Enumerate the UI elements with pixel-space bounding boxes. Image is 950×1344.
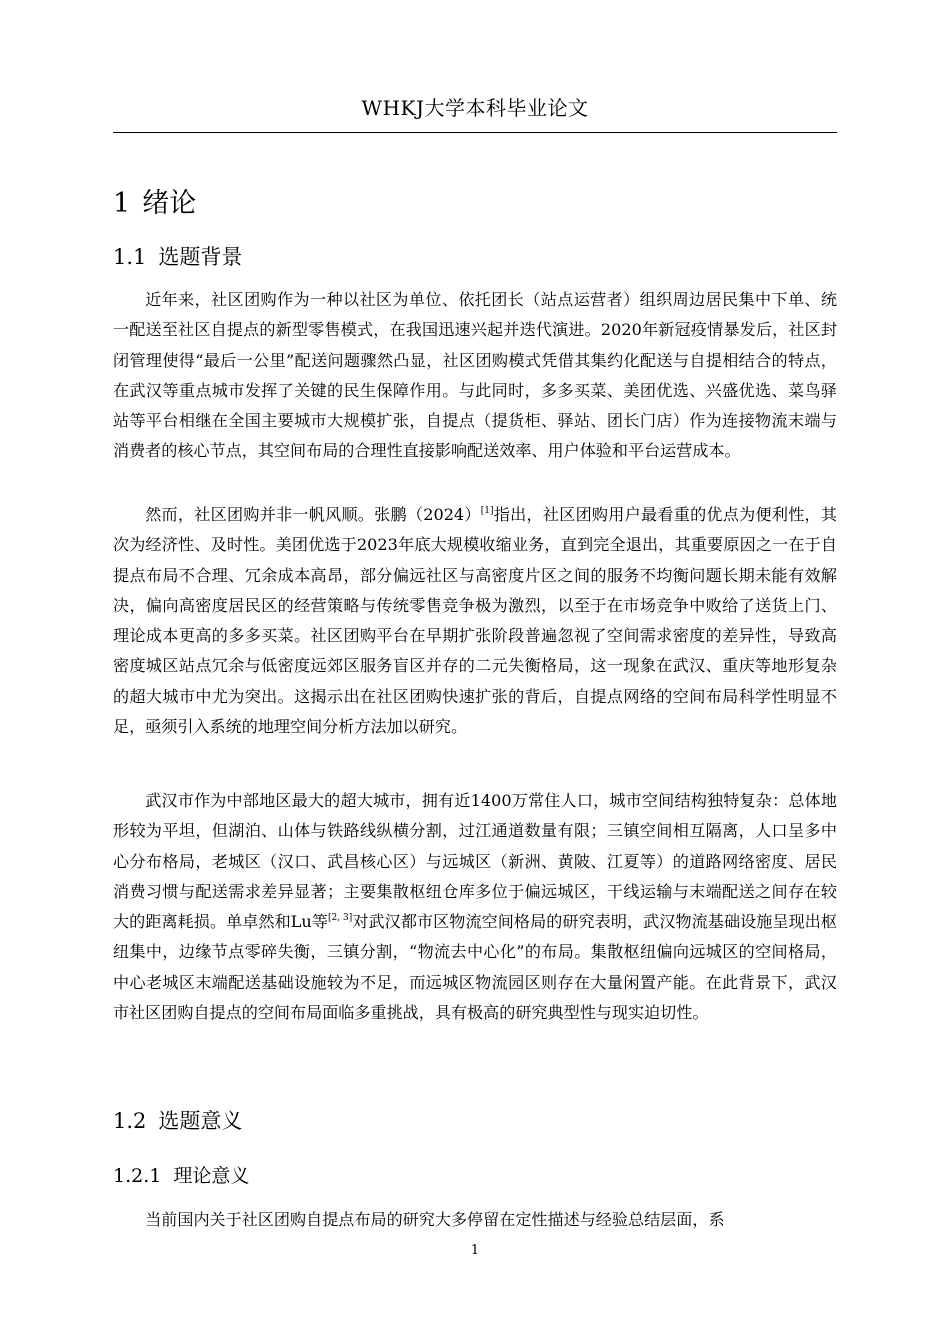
chapter-heading [113,184,196,224]
section-number: 1.2 [113,1109,147,1133]
section-heading-1-2 [113,1106,242,1136]
paragraph-3-text-a: 武汉市作为中部地区最大的超大城市，拥有近1400万常住人口，城市空间结构独特复杂：总体地形较为平坦，但湖泊、山体与铁路线纵横分割，过江通道数量有限；三镇空间相互隔离，人口呈多中心分布格局，老城区（汉口、武昌核心区）与远城区（新洲、黄陂、江夏等）的道路网络密度、居民消费习惯与配送需求差异显著；主要集散枢纽仓库多位于偏远城区，干线运输与末端配送之间存在较大的距离耗损。单卓然和Lu等 [113,791,837,931]
running-header: WHKJ大学本科毕业论文 [361,96,589,120]
section-heading-1-1 [113,242,242,272]
section-number: 1.1 [113,245,147,269]
subsection-title: 理论意义 [173,1165,250,1187]
paragraph-2-text-a: 然而，社区团购并非一帆风顺。张鹏（2024） [145,505,481,524]
page-number: 1 [470,1243,480,1258]
paragraph-2 [113,500,837,742]
paragraph-2-text-b: 指出，社区团购用户最看重的优点为便利性，其次为经济性、及时性。美团优选于2023年底大规模收缩业务，直到完全退出，其重要原因之一在于自提点布局不合理、冗余成本高昂，部分偏远社区与高密度片区之间的服务不均衡问题长期未能有效解决，偏向高密度居民区的经营策略与传统零售竞争极为激烈，以至于在市场竞争中败给了送货上门、理论成本更高的多多买菜。社区团购平台在早期扩张阶段普遍忽视了空间需求密度的差异性，导致高密度城区站点冗余与低密度远郊区服务盲区并存的二元失衡格局，这一现象在武汉、重庆等地形复杂的超大城市中尤为突出。这揭示出在社区团购快速扩张的背后，自提点网络的空间布局科学性明显不足，亟须引入系统的地理空间分析方法加以研究。 [113,505,837,736]
subsection-number: 1.2.1 [113,1165,162,1187]
chapter-number: 1 [113,188,131,219]
paragraph-3 [113,786,837,1028]
chapter-title: 绪论 [142,188,197,219]
header-rule [113,132,837,133]
paragraph-4: 当前国内关于社区团购自提点布局的研究大多停留在定性描述与经验总结层面，系 [145,1210,725,1229]
paragraph-1: 近年来，社区团购作为一种以社区为单位、依托团长（站点运营者）组织周边居民集中下单、统一配送至社区自提点的新型零售模式，在我国迅速兴起并迭代演进。2020年新冠疫情暴发后，社区封闭管理使得“最后一公里”配送问题骤然凸显，社区团购模式凭借其集约化配送与自提相结合的特点，在武汉等重点城市发挥了关键的民生保障作用。与此同时，多多买菜、美团优选、兴盛优选、菜鸟驿站等平台相继在全国主要城市大规模扩张，自提点（提货柜、驿站、团长门店）作为连接物流末端与消费者的核心节点，其空间布局的合理性直接影响配送效率、用户体验和平台运营成本。 [113,290,837,461]
citation-ref-1: [1] [480,506,494,516]
paragraph-3-text-b: 对武汉都市区物流空间格局的研究表明，武汉物流基础设施呈现出枢纽集中，边缘节点零碎失衡，三镇分割，“物流去中心化”的布局。集散枢纽偏向远城区的空间格局，中心老城区末端配送基础设施较为不足，而远城区物流园区则存在大量闲置产能。在此背景下，武汉市社区团购自提点的空间布局面临多重挑战，具有极高的研究典型性与现实迫切性。 [113,912,838,1022]
section-title: 选题意义 [158,1109,243,1133]
citation-ref-2-3: [2, 3] [328,913,353,923]
subsection-heading-1-2-1 [113,1162,249,1190]
section-title: 选题背景 [158,245,243,269]
